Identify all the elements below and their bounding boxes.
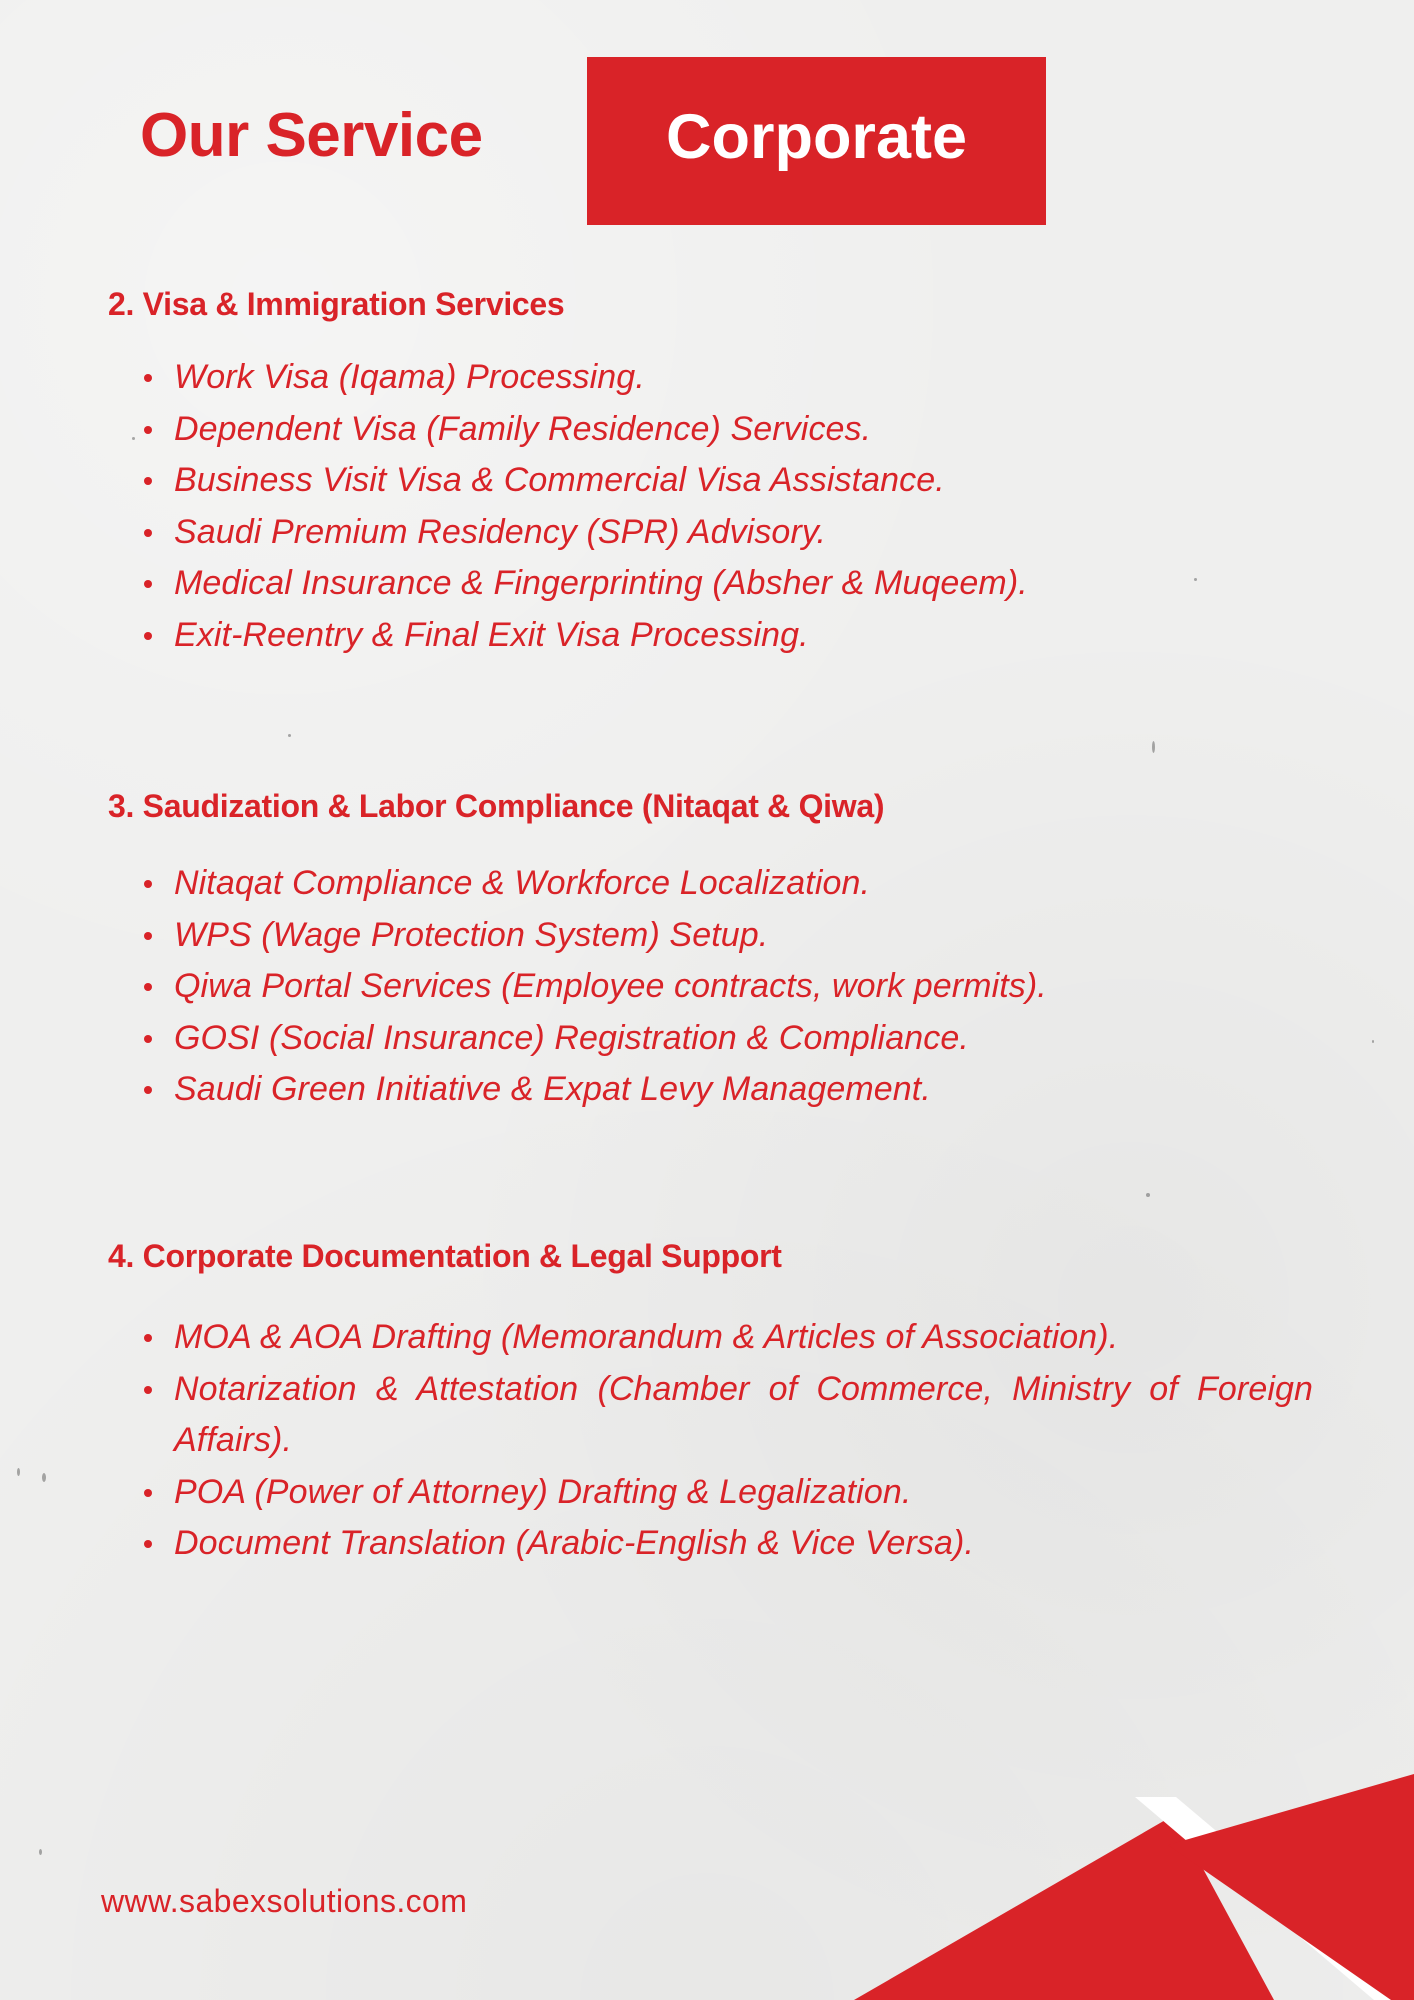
list-item-text: POA (Power of Attorney) Drafting & Legalization. [174,1472,912,1511]
paper-speck [1146,1193,1150,1197]
list-item-text: MOA & AOA Drafting (Memorandum & Articles of Association). [174,1318,1119,1357]
list-item-text: Saudi Green Initiative & Expat Levy Management. [174,1070,931,1109]
list-item [108,352,1313,404]
list-item-text: Work Visa (Iqama) Processing. [174,358,645,397]
corporate-documentation-section [108,1237,1313,1570]
bullet-icon [144,1334,152,1342]
saudization-compliance-section [108,787,1313,1116]
list-item [108,910,1313,962]
bullet-icon [144,880,152,888]
list-item-text: Document Translation (Arabic-English & Vice Versa). [174,1524,975,1563]
paper-speck [1152,741,1155,753]
list-item-text: Medical Insurance & Fingerprinting (Absher & Muqeem). [174,564,1028,603]
list-item [108,1518,1313,1570]
bullet-icon [144,1086,152,1094]
list-item [108,610,1313,662]
bullet-icon [144,580,152,588]
paper-speck [288,734,291,737]
paper-speck [1372,1040,1374,1043]
list-item-text: Saudi Premium Residency (SPR) Advisory. [174,512,826,551]
list-item-text: Notarization & Attestation (Chamber of Commerce, Ministry of Foreign Affairs). [174,1369,1313,1460]
saudization-compliance-list [108,858,1313,1116]
bullet-icon [144,1386,152,1394]
list-item [108,1064,1313,1116]
list-item [108,507,1313,559]
bullet-icon [144,1540,152,1548]
corner-decoration [854,1760,1414,2000]
paper-speck [17,1468,20,1476]
category-badge: Corporate [587,57,1046,225]
bullet-icon [144,632,152,640]
list-item [108,455,1313,507]
list-item-text: Qiwa Portal Services (Employee contracts, work permits). [174,967,1047,1006]
website-url: www.sabexsolutions.com [101,1883,468,1919]
bullet-icon [144,932,152,940]
visa-immigration-list [108,352,1313,661]
visa-immigration-section [108,285,1313,661]
list-item [108,1467,1313,1519]
list-item-text: Business Visit Visa & Commercial Visa Assistance. [174,461,945,500]
list-item-text: Nitaqat Compliance & Workforce Localization. [174,864,871,903]
list-item [108,558,1313,610]
bullet-icon [144,1489,152,1497]
list-item [108,961,1313,1013]
bullet-icon [144,529,152,537]
bullet-icon [144,1035,152,1043]
corporate-documentation-list [108,1312,1313,1570]
list-item-text: Exit-Reentry & Final Exit Visa Processing. [174,615,809,654]
page-title: Our Service [140,101,483,170]
list-item [108,858,1313,910]
list-item-text: WPS (Wage Protection System) Setup. [174,915,769,954]
bullet-icon [144,477,152,485]
section-title: 4. Corporate Documentation & Legal Support [108,1238,782,1274]
list-item-text: Dependent Visa (Family Residence) Services. [174,409,872,448]
bullet-icon [144,426,152,434]
section-title: 3. Saudization & Labor Compliance (Nitaqat & Qiwa) [108,788,885,824]
bullet-icon [144,374,152,382]
paper-speck [42,1473,46,1482]
bullet-icon [144,983,152,991]
section-title: 2. Visa & Immigration Services [108,286,565,322]
list-item [108,404,1313,456]
list-item [108,1364,1313,1467]
list-item [108,1013,1313,1065]
list-item [108,1312,1313,1364]
list-item-text: GOSI (Social Insurance) Registration & Compliance. [174,1018,969,1057]
paper-speck [39,1849,42,1855]
